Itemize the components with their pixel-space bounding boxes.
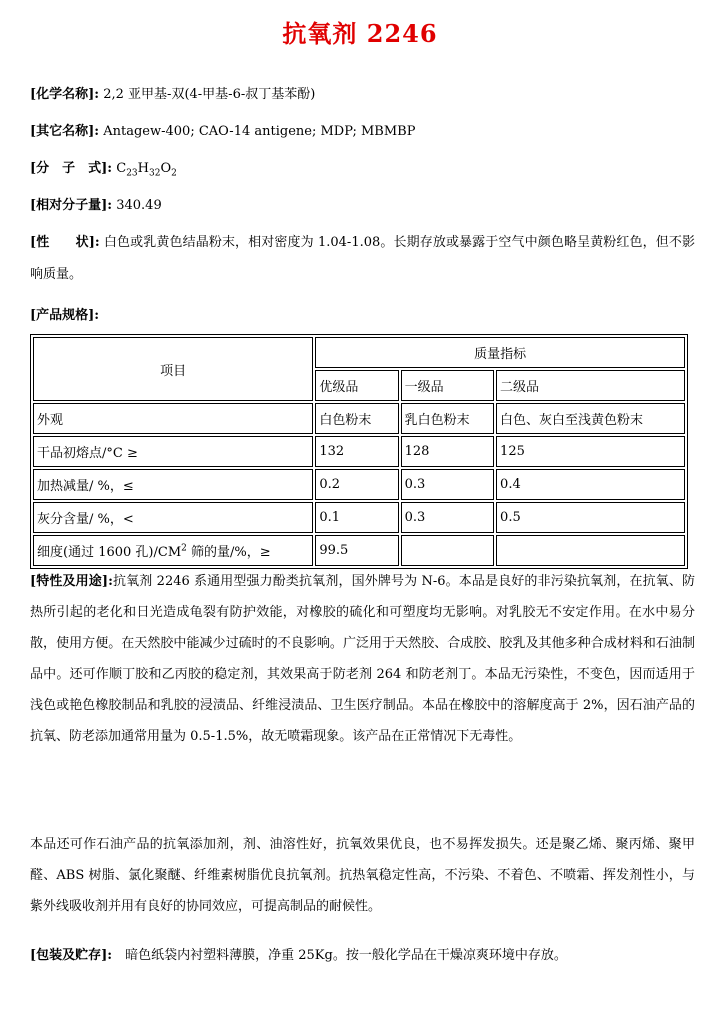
mol-weight-value: 340.49 bbox=[112, 198, 162, 213]
mol-weight-label: [相对分子量]: bbox=[30, 198, 113, 213]
row-value-second: 0.5 bbox=[496, 502, 685, 533]
table-header-row bbox=[33, 337, 685, 368]
other-names-label: [其它名称]: bbox=[30, 124, 100, 139]
uses-label: [特性及用途]: bbox=[30, 574, 113, 589]
properties-value: 白色或乳黄色结晶粉末，相对密度为 1.04-1.08。长期存放或暴露于空气中颜色略呈黄粉红色，但不影响质量。 bbox=[30, 235, 695, 282]
row-item: 灰分含量/ %，< bbox=[33, 502, 313, 533]
chem-name-value: 2,2 亚甲基-双(4-甲基-6-叔丁基苯酚) bbox=[99, 87, 316, 102]
row-value-premium: 0.2 bbox=[315, 469, 398, 500]
row-value-first bbox=[401, 535, 494, 566]
document-title: 抗氧剂 2246 bbox=[282, 19, 438, 48]
formula-line bbox=[30, 159, 695, 184]
uses-paragraph-2: 本品还可作石油产品的抗氧添加剂，剂、油溶性好，抗氧效果优良，也不易挥发损失。还是聚乙烯、聚丙烯、聚甲醛、ABS 树脂、氯化聚醚、纤维素树脂优良抗氧剂。抗热氧稳定性高，不污染、不着色、不喷霜、挥发剂性小，与紫外线吸收剂并用有良好的协同效应，可提高制品的耐候性。 bbox=[30, 837, 695, 914]
other-names-line bbox=[30, 122, 695, 142]
formula-label: [分 子 式]: bbox=[30, 161, 113, 176]
other-names-value: Antagew-400; CAO-14 antigene; MDP; MBMBP bbox=[99, 124, 416, 139]
row-value-premium: 99.5 bbox=[315, 535, 398, 566]
table-row bbox=[33, 535, 685, 566]
properties-paragraph bbox=[30, 227, 695, 291]
spec-heading bbox=[30, 306, 695, 326]
grade-second: 二级品 bbox=[496, 370, 685, 401]
spec-table bbox=[30, 334, 688, 569]
chem-name-label: [化学名称]: bbox=[30, 87, 100, 102]
row-item: 干品初熔点/°C ≥ bbox=[33, 436, 313, 467]
packaging-value: 暗色纸袋内衬塑料薄膜，净重 25Kg。按一般化学品在干燥凉爽环境中存放。 bbox=[112, 948, 567, 963]
row-value-premium: 132 bbox=[315, 436, 398, 467]
row-item: 外观 bbox=[33, 403, 313, 434]
grade-first: 一级品 bbox=[401, 370, 494, 401]
row-value-first: 乳白色粉末 bbox=[401, 403, 494, 434]
row-value-second: 0.4 bbox=[496, 469, 685, 500]
chem-name-line bbox=[30, 85, 695, 105]
row-value-second bbox=[496, 535, 685, 566]
row-item: 细度(通过 1600 孔)$/CM^2$ 筛的量/%，≥ bbox=[33, 535, 313, 566]
row-value-second: 白色、灰白至浅黄色粉末 bbox=[496, 403, 685, 434]
row-value-first: 128 bbox=[401, 436, 494, 467]
row-value-premium: 0.1 bbox=[315, 502, 398, 533]
spec-label: [产品规格]: bbox=[30, 308, 100, 323]
row-value-first: 0.3 bbox=[401, 502, 494, 533]
header-item: 项目 bbox=[33, 337, 313, 401]
packaging-label: [包装及贮存]: bbox=[30, 948, 113, 963]
uses-text: 抗氧剂 2246 系通用型强力酚类抗氧剂，国外牌号为 N-6。本品是良好的非污染抗氧剂，在抗氧、防热所引起的老化和日光造成龟裂有防护效能，对橡胶的硫化和可塑度均无影响。对乳胶无不安定作用。在水中易分散，使用方便。在天然胶中能减少过硫时的不良影响。广泛用于天然胶、合成胶、胶乳及其他多种合成材料和石油制品中。还可作顺丁胶和乙丙胶的稳定剂，其效果高于防老剂 264 和防老剂丁。本品无污染性，不变色，因而适用于浅色或艳色橡胶制品和乳胶的浸渍品、纤维浸渍品、卫生医疗制品。本品在橡胶中的溶解度高于 2%，因石油产品的抗氧、防老添加通常用量为 0.5-1.5%，故无喷霜现象。该产品在正常情况下无毒性。 bbox=[30, 574, 695, 744]
mol-weight-line bbox=[30, 196, 695, 216]
table-row bbox=[33, 502, 685, 533]
table-row bbox=[33, 469, 685, 500]
row-item: 加热减量/ %，≤ bbox=[33, 469, 313, 500]
properties-label: [性 状]: bbox=[30, 235, 100, 250]
header-quality: 质量指标 bbox=[315, 337, 685, 368]
row-value-second: 125 bbox=[496, 436, 685, 467]
formula-value: $C_{23}H_{32}O_2$ bbox=[112, 161, 177, 179]
grade-premium: 优级品 bbox=[315, 370, 398, 401]
row-value-first: 0.3 bbox=[401, 469, 494, 500]
table-row bbox=[33, 403, 685, 434]
packaging-line bbox=[30, 946, 695, 966]
uses-paragraph bbox=[30, 566, 695, 752]
row-value-premium: 白色粉末 bbox=[315, 403, 398, 434]
table-row bbox=[33, 436, 685, 467]
